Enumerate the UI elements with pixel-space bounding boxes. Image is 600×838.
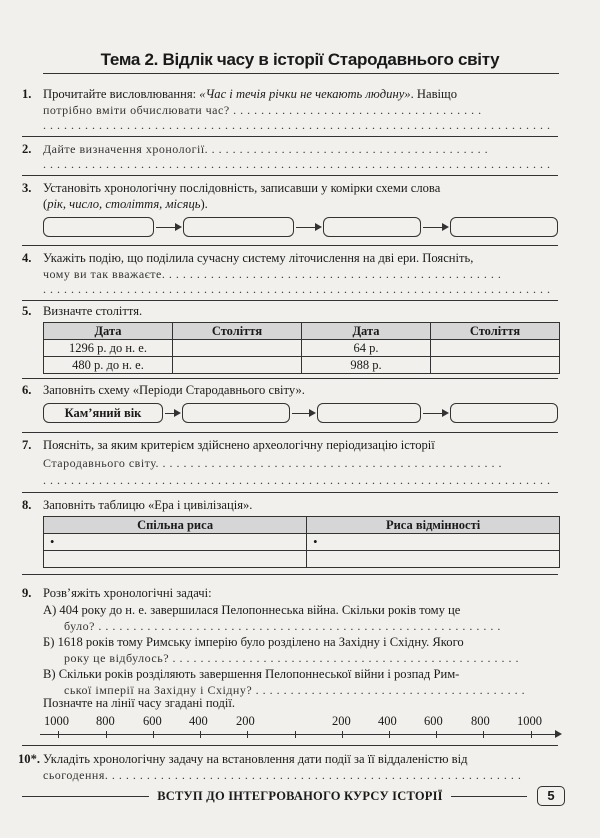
- question-10-text-line2: сьогодення. . . . . . . . . . . . . . . . . . . . . . . . . . . . . . . . . . . . . . . . . . . . . . . . . . . . . . . . . . . .: [43, 768, 522, 782]
- divider: [22, 432, 558, 433]
- answer-cell[interactable]: •: [44, 534, 307, 551]
- question-2: 2.: [22, 142, 32, 156]
- task-c-line2: ської імперії на Західну і Східну? . . . . . . . . . . . . . . . . . . . . . . . . . . . . . . . . . . . . . . .: [64, 683, 526, 697]
- question-5-text: Визначте століття.: [43, 304, 143, 318]
- question-6: 6.: [22, 383, 32, 397]
- timeline-tick: [295, 731, 296, 738]
- footer-title: ВСТУП ДО ІНТЕГРОВАНОГО КУРСУ ІСТОРІЇ: [0, 789, 600, 804]
- answer-line: . . . . . . . . . . . . . . . . . . . . . . . . . . . . . . . . . . . . . . . . . . . . . . . . . . . . . . . . . . . . . . . . . . . . . . . . .: [43, 157, 551, 171]
- task-a-line2: було? . . . . . . . . . . . . . . . . . . . . . . . . . . . . . . . . . . . . . . . . . . . . . . . . . . . . . . . . . .: [64, 619, 501, 633]
- divider: [22, 245, 558, 246]
- period-cell-1: Кам’яний вік: [43, 403, 163, 423]
- answer-line: . . . . . . . . . . . . . . . . . . . . . . . . . . . . . . . . . . . . . . . . . . . . . . . . . . . . . . . . . . . . . . . . . . . . . . . . .: [43, 282, 551, 296]
- divider: [22, 175, 558, 176]
- period-cell-4[interactable]: [450, 403, 558, 423]
- period-cell-2[interactable]: [182, 403, 290, 423]
- centuries-table: [43, 322, 560, 374]
- question-4-text-line1: Укажіть подію, що поділила сучасну систему літочислення на дві ери. Поясніть,: [43, 251, 474, 265]
- question-3-text-line2: (рік, число, століття, місяць).: [43, 197, 208, 211]
- answer-cell[interactable]: [431, 340, 560, 357]
- answer-cell[interactable]: •: [307, 534, 560, 551]
- timeline-axis: [40, 734, 560, 735]
- divider: [22, 136, 558, 137]
- answer-cell[interactable]: [307, 551, 560, 568]
- answer-cell[interactable]: [173, 357, 302, 374]
- question-8-text: Заповніть таблицю «Ера і цивілізація».: [43, 498, 253, 512]
- timeline-tick: [342, 731, 343, 738]
- question-10: 10*.: [18, 752, 41, 766]
- timeline-label: 600: [424, 714, 443, 728]
- timeline-label: 200: [332, 714, 351, 728]
- question-1: 1.: [22, 87, 32, 101]
- timeline-label: 400: [378, 714, 397, 728]
- sequence-cell-1[interactable]: [43, 217, 154, 237]
- sequence-cell-4[interactable]: [450, 217, 558, 237]
- timeline-label: 1000: [44, 714, 69, 728]
- question-1-text-line2: потрібно вміти обчислювати час? . . . . . . . . . . . . . . . . . . . . . . . . . . . . . . . . . . . .: [43, 103, 482, 117]
- era-civilization-table: [43, 516, 560, 568]
- timeline-label: 800: [96, 714, 115, 728]
- arrow-icon: [165, 413, 179, 414]
- question-5: 5.: [22, 304, 32, 318]
- question-7-text-line1: Поясніть, за яким критерієм здійснено археологічну періодизацію історії: [43, 438, 435, 452]
- sequence-cell-3[interactable]: [323, 217, 421, 237]
- page-title: Тема 2. Відлік часу в історії Стародавнього світу: [100, 50, 500, 69]
- table-row: 480 р. до н. е. 988 р.: [44, 357, 560, 374]
- question-6-text: Заповніть схему «Періоди Стародавнього світу».: [43, 383, 305, 397]
- divider: [22, 745, 558, 746]
- divider: [22, 574, 558, 575]
- timeline-tick: [106, 731, 107, 738]
- question-8: 8.: [22, 498, 32, 512]
- timeline-label: 400: [189, 714, 208, 728]
- question-3: 3.: [22, 181, 32, 195]
- answer-cell[interactable]: [44, 551, 307, 568]
- timeline-label: 600: [143, 714, 162, 728]
- sequence-cell-2[interactable]: [183, 217, 294, 237]
- timeline-tick: [58, 731, 59, 738]
- task-a-line1: А) 404 року до н. е. завершилася Пелопоннеська війна. Скільки років тому це: [43, 603, 461, 617]
- divider: [22, 300, 558, 301]
- question-2-text: Дайте визначення хронології. . . . . . . . . . . . . . . . . . . . . . . . . . . . . . . . . . . . . . . . .: [43, 142, 489, 156]
- task-b-line1: Б) 1618 років тому Римську імперію було розділено на Західну і Східну. Якого: [43, 635, 464, 649]
- question-7-text-line2: Стародавнього світу. . . . . . . . . . . . . . . . . . . . . . . . . . . . . . . . . . . . . . . . . . . . . . . . . .: [43, 456, 503, 470]
- answer-line: . . . . . . . . . . . . . . . . . . . . . . . . . . . . . . . . . . . . . . . . . . . . . . . . . . . . . . . . . . . . . . . . . . . . . . . . .: [43, 118, 551, 132]
- timeline-label: 200: [236, 714, 255, 728]
- timeline-label: 800: [471, 714, 490, 728]
- timeline-tick: [389, 731, 390, 738]
- divider: [22, 378, 558, 379]
- timeline-tick: [531, 731, 532, 738]
- question-9-text: Розв’яжіть хронологічні задачі:: [43, 586, 212, 600]
- timeline-tick: [153, 731, 154, 738]
- arrow-icon: [296, 227, 320, 228]
- table-row: [44, 534, 560, 551]
- question-4: 4.: [22, 251, 32, 265]
- question-10-text-line1: Укладіть хронологічну задачу на встановлення дати події за її віддаленістю від: [43, 752, 468, 766]
- timeline-tick: [483, 731, 484, 738]
- timeline-tick: [247, 731, 248, 738]
- timeline-tick: [436, 731, 437, 738]
- period-cell-3[interactable]: [317, 403, 421, 423]
- question-1-text-line1: Прочитайте висловлювання: «Час і течія річки не чекають людину». Навіщо: [43, 87, 458, 101]
- table-row: 1296 р. до н. е. 64 р.: [44, 340, 560, 357]
- title-rule: [43, 73, 559, 74]
- timeline-label: 1000: [517, 714, 542, 728]
- table-header-row: Дата Століття Дата Століття: [44, 323, 560, 340]
- answer-cell[interactable]: [173, 340, 302, 357]
- arrow-icon: [156, 227, 180, 228]
- task-b-line2: року це відбулось? . . . . . . . . . . . . . . . . . . . . . . . . . . . . . . . . . . . . . . . . . . . . . . . . . .: [64, 651, 520, 665]
- task-c-line1: В) Скільки років розділяють завершення Пелопоннеської війни і розпад Рим-: [43, 667, 460, 681]
- arrow-icon: [423, 227, 447, 228]
- divider: [22, 492, 558, 493]
- answer-cell[interactable]: [431, 357, 560, 374]
- table-row: [44, 551, 560, 568]
- question-9: 9.: [22, 586, 32, 600]
- question-7: 7.: [22, 438, 32, 452]
- table-header-row: Спільна риса Риса відмінності: [44, 517, 560, 534]
- question-4-text-line2: чому ви так вважаєте. . . . . . . . . . . . . . . . . . . . . . . . . . . . . . . . . . . . . . . . . . . . . . . . .: [43, 267, 502, 281]
- question-3-text-line1: Установіть хронологічну послідовність, записавши у комірки схеми слова: [43, 181, 441, 195]
- quote: «Час і течія річки не чекають людину»: [199, 87, 411, 101]
- arrow-icon: [423, 413, 447, 414]
- answer-line: . . . . . . . . . . . . . . . . . . . . . . . . . . . . . . . . . . . . . . . . . . . . . . . . . . . . . . . . . . . . . . . . . . . . . . . . .: [43, 473, 551, 487]
- timeline-tick: [200, 731, 201, 738]
- task-d-line: Позначте на лінії часу згадані події.: [43, 696, 236, 710]
- arrow-icon: [292, 413, 314, 414]
- page-number: 5: [537, 786, 565, 806]
